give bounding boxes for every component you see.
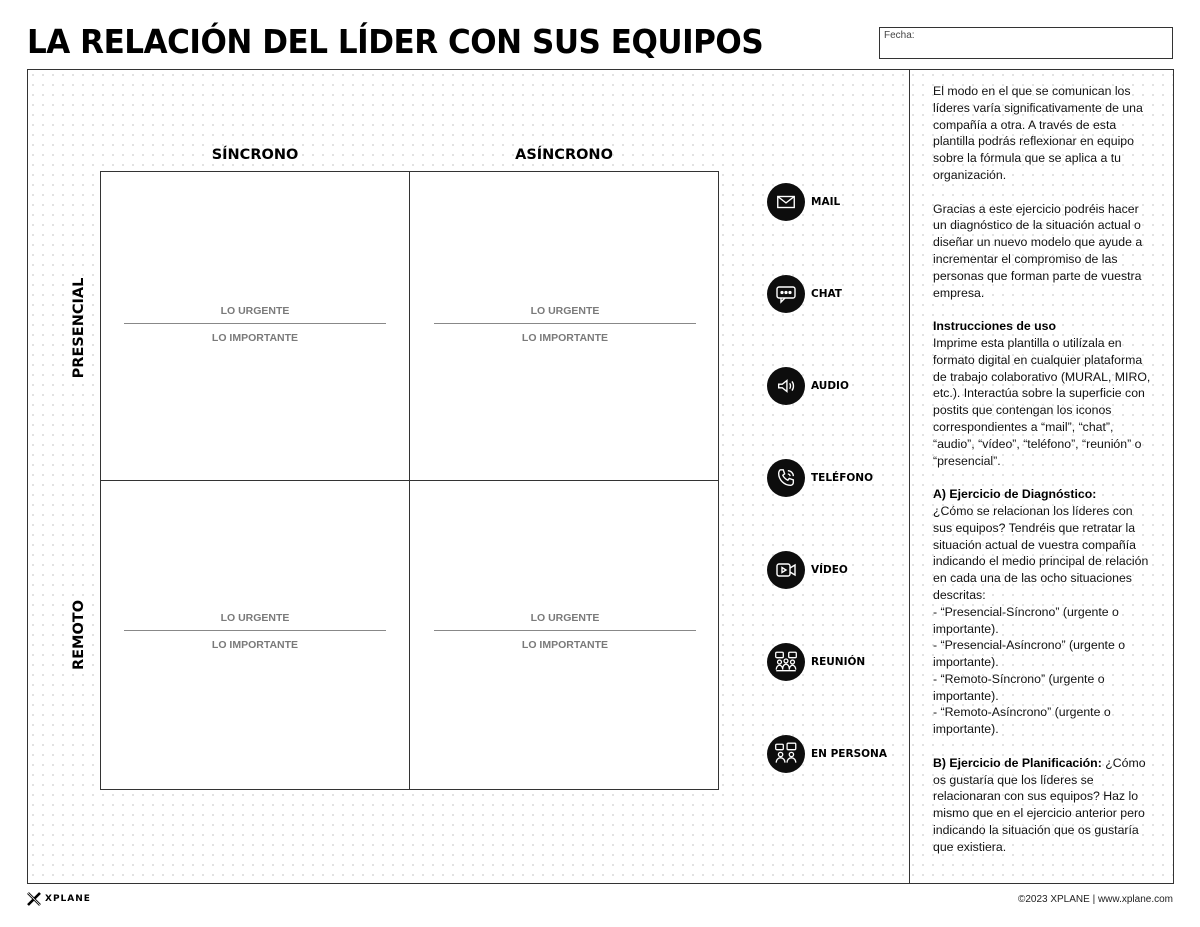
cell-separator (124, 630, 386, 631)
important-label: LO IMPORTANTE (211, 639, 299, 651)
exercise-a-title: A) Ejercicio de Diagnóstico: (933, 487, 1097, 502)
cell-presencial-asincrono[interactable] (434, 305, 696, 344)
in-person-icon (767, 735, 805, 773)
cell-separator (124, 323, 386, 324)
logo-text: XPLANE (45, 894, 91, 904)
channel-label: EN PERSONA (811, 748, 887, 760)
important-label: LO IMPORTANTE (521, 332, 609, 344)
sidebar-divider (909, 70, 910, 883)
row-heading-in-person: PRESENCIAL (71, 277, 87, 379)
page-title: LA RELACIÓN DEL LÍDER CON SUS EQUIPOS (27, 22, 764, 61)
date-label: Fecha: (884, 30, 915, 41)
phone-icon (767, 459, 805, 497)
urgent-label: LO URGENTE (530, 305, 600, 317)
exercise-a-item: - “Remoto-Síncrono” (urgente o importante). (933, 671, 1105, 703)
channel-mail[interactable] (767, 183, 840, 221)
row-heading-remote: REMOTO (71, 599, 87, 671)
urgent-label: LO URGENTE (220, 612, 290, 624)
cell-separator (434, 630, 696, 631)
channel-label: AUDIO (811, 380, 849, 392)
date-field[interactable] (879, 27, 1173, 59)
cell-remoto-asincrono[interactable] (434, 612, 696, 651)
channel-in-person[interactable] (767, 735, 887, 773)
urgent-label: LO URGENTE (220, 305, 290, 317)
urgent-label: LO URGENTE (530, 612, 600, 624)
exercise-a-item: - “Presencial-Síncrono” (urgente o importante). (933, 604, 1119, 636)
channel-meeting[interactable] (767, 643, 865, 681)
meeting-icon (767, 643, 805, 681)
exercise-b-title: B) Ejercicio de Planificación: (933, 755, 1102, 770)
channel-label: CHAT (811, 288, 842, 300)
copyright-footer: ©2023 XPLANE | www.xplane.com (1017, 894, 1173, 905)
exercise-a-text: ¿Cómo se relacionan los líderes con sus equipos? Tendréis que retratar la situación actual de vuestra compañía indicando el medio principal de relación en cada una de las ocho situaciones descritas: (933, 503, 1149, 602)
exercise-a-item: - “Presencial-Asíncrono” (urgente o importante). (933, 638, 1126, 670)
audio-icon (767, 367, 805, 405)
channel-label: VÍDEO (811, 564, 848, 576)
channel-video[interactable] (767, 551, 848, 589)
important-label: LO IMPORTANTE (211, 332, 299, 344)
column-heading-asynchronous: ASÍNCRONO (515, 147, 613, 163)
instructions-panel (933, 83, 1153, 856)
channel-label: TELÉFONO (811, 472, 874, 484)
channel-label: REUNIÓN (811, 656, 866, 668)
xplane-logo-icon (27, 892, 41, 906)
matrix-horizontal-divider (101, 480, 718, 481)
exercise-b-text: ¿Cómo os gustaría que los líderes se relacionaran con sus equipos? Haz lo mismo que en el ejercicio anterior pero indicando la situación que os gustaría que existiera. (933, 755, 1146, 854)
cell-presencial-sincrono[interactable] (124, 305, 386, 344)
xplane-logo (27, 892, 91, 906)
relationship-matrix (100, 171, 719, 790)
intro-paragraph-2: Gracias a este ejercicio podréis hacer un diagnóstico de la situación actual o diseñar un nuevo modelo que ayude a incrementar el compromiso de las personas que forman parte de vuestra empresa. (933, 201, 1143, 300)
column-heading-synchronous: SÍNCRONO (211, 147, 299, 163)
channel-label: MAIL (811, 196, 841, 208)
cell-remoto-sincrono[interactable] (124, 612, 386, 651)
chat-icon (767, 275, 805, 313)
video-icon (767, 551, 805, 589)
cell-separator (434, 323, 696, 324)
channel-phone[interactable] (767, 459, 873, 497)
channel-chat[interactable] (767, 275, 842, 313)
important-label: LO IMPORTANTE (521, 639, 609, 651)
exercise-a-item: - “Remoto-Asíncrono” (urgente o importante). (933, 705, 1111, 737)
channel-audio[interactable] (767, 367, 849, 405)
instructions-title: Instrucciones de uso (933, 319, 1056, 334)
mail-icon (767, 183, 805, 221)
intro-paragraph-1: El modo en el que se comunican los líderes varía significativamente de una compañía a otra. A través de esta plantilla podrás reflexionar en equipo sobre la fórmula que se aplica a tu organización. (933, 84, 1143, 182)
instructions-text: Imprime esta plantilla o utilízala en formato digital en cualquier plataforma de trabajo colaborativo (MURAL, MIRO, etc.). Interactúa sobre la superficie con postits que contengan los iconos correspondientes a “mail”, “chat”, “audio”, “vídeo”, “teléfono”, “reunión” o “presencial”. (933, 335, 1151, 468)
